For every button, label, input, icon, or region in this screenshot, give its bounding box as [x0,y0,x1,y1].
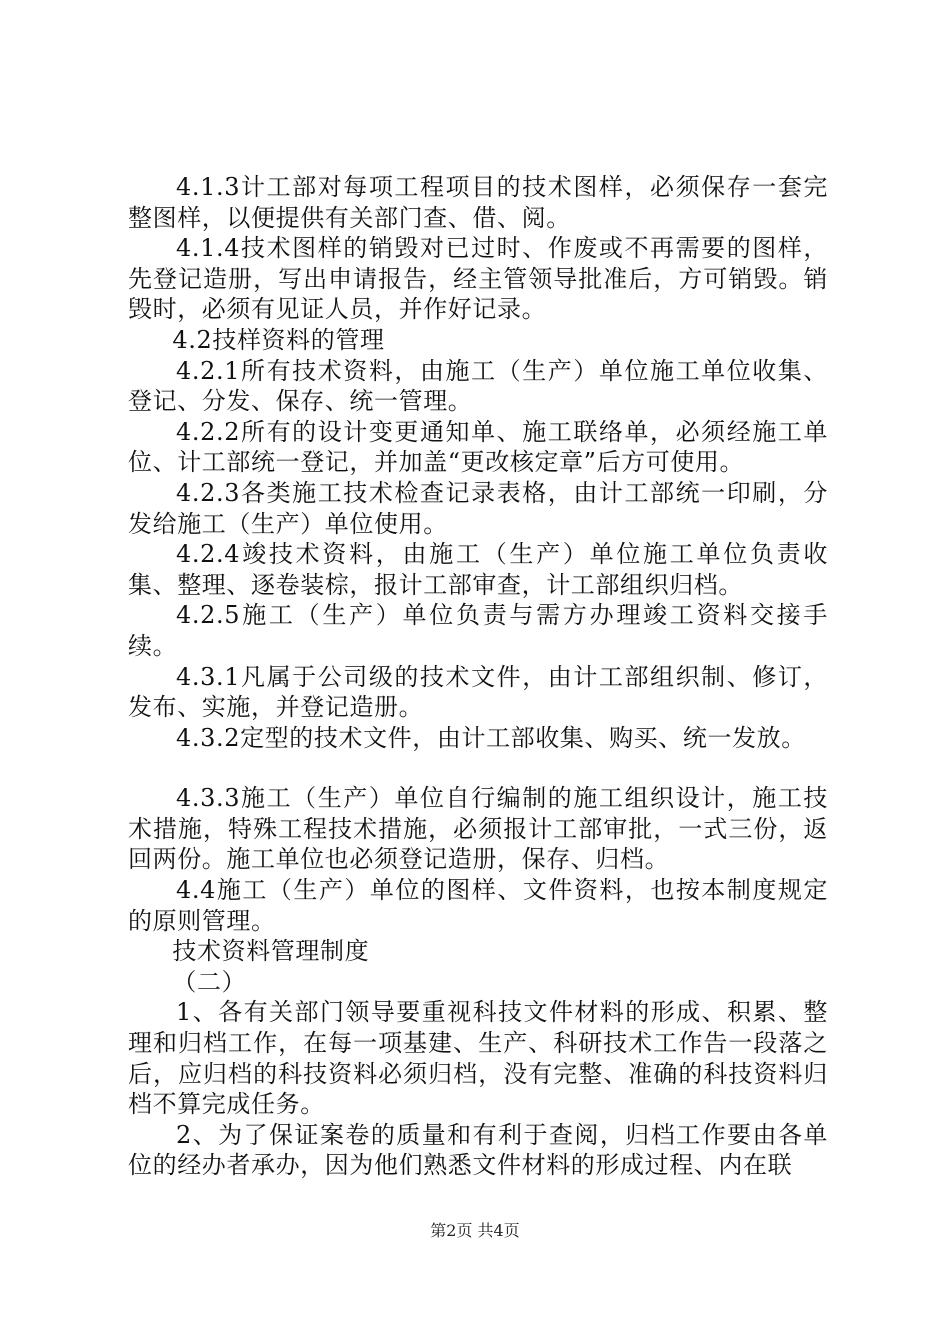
section-number: （二） [172,967,247,996]
page-footer: 第2页 共4页 [430,1221,520,1240]
paragraph-4-3-1: 4.3.1凡属于公司级的技术文件，由计工部组织制、修订，发布、实施，并登记造册。 [128,662,828,722]
paragraph-4-3-3: 4.3.3施工（生产）单位自行编制的施工组织设计，施工技术措施，特殊工程技术措施，必须报计工部审批，一式三份，返回两份。施工单位也必须登记造册，保存、归档。 [128,784,828,874]
paragraph-4-4: 4.4施工（生产）单位的图样、文件资料，也按本制度规定的原则管理。 [128,876,828,935]
paragraph-4-2-2: 4.2.2所有的设计变更通知单、施工联络单，必须经施工单位、计工部统一登记，并加盖“更改核定章”后方可使用。 [128,417,828,477]
paragraph-4-2-3: 4.2.3各类施工技术检查记录表格，由计工部统一印刷，分发给施工（生产）单位使用。 [128,478,828,538]
document-title: 技术资料管理制度 [172,937,370,966]
document-body [128,172,828,1181]
paragraph-4-2-5: 4.2.5施工（生产）单位负责与需方办理竣工资料交接手续。 [128,601,828,660]
paragraph-4-3-2: 4.3.2定型的技术文件，由计工部收集、购买、统一发放。 [176,723,806,752]
section-heading-4-2: 4.2技样资料的管理 [172,325,385,354]
paragraph-item-1: 1、各有关部门领导要重视科技文件材料的形成、积累、整理和归档工作，在每一项基建、生产、科研技术工作告一段落之后，应归档的科技资料必须归档，没有完整、准确的科技资料归档不算完成任务。 [128,998,828,1119]
paragraph-4-1-3: 4.1.3计工部对每项工程项目的技术图样，必须保存一套完整图样，以便提供有关部门查、借、阅。 [128,173,828,232]
paragraph-item-2: 2、为了保证案卷的质量和有利于查阅，归档工作要由各单位的经办者承办，因为他们熟悉文件材料的形成过程、内在联 [128,1120,828,1180]
paragraph-4-2-1: 4.2.1所有技术资料，由施工（生产）单位施工单位收集、登记、分发、保存、统一管理。 [128,356,828,416]
paragraph-4-2-4: 4.2.4竣技术资料，由施工（生产）单位施工单位负责收集、整理、逐卷装棕，报计工部审查，计工部组织归档。 [128,540,828,599]
paragraph-4-1-4: 4.1.4技术图样的销毁对已过时、作废或不再需要的图样，先登记造册，写出申请报告，经主管领导批准后，方可销毁。销毁时，必须有见证人员，并作好记录。 [128,234,828,324]
